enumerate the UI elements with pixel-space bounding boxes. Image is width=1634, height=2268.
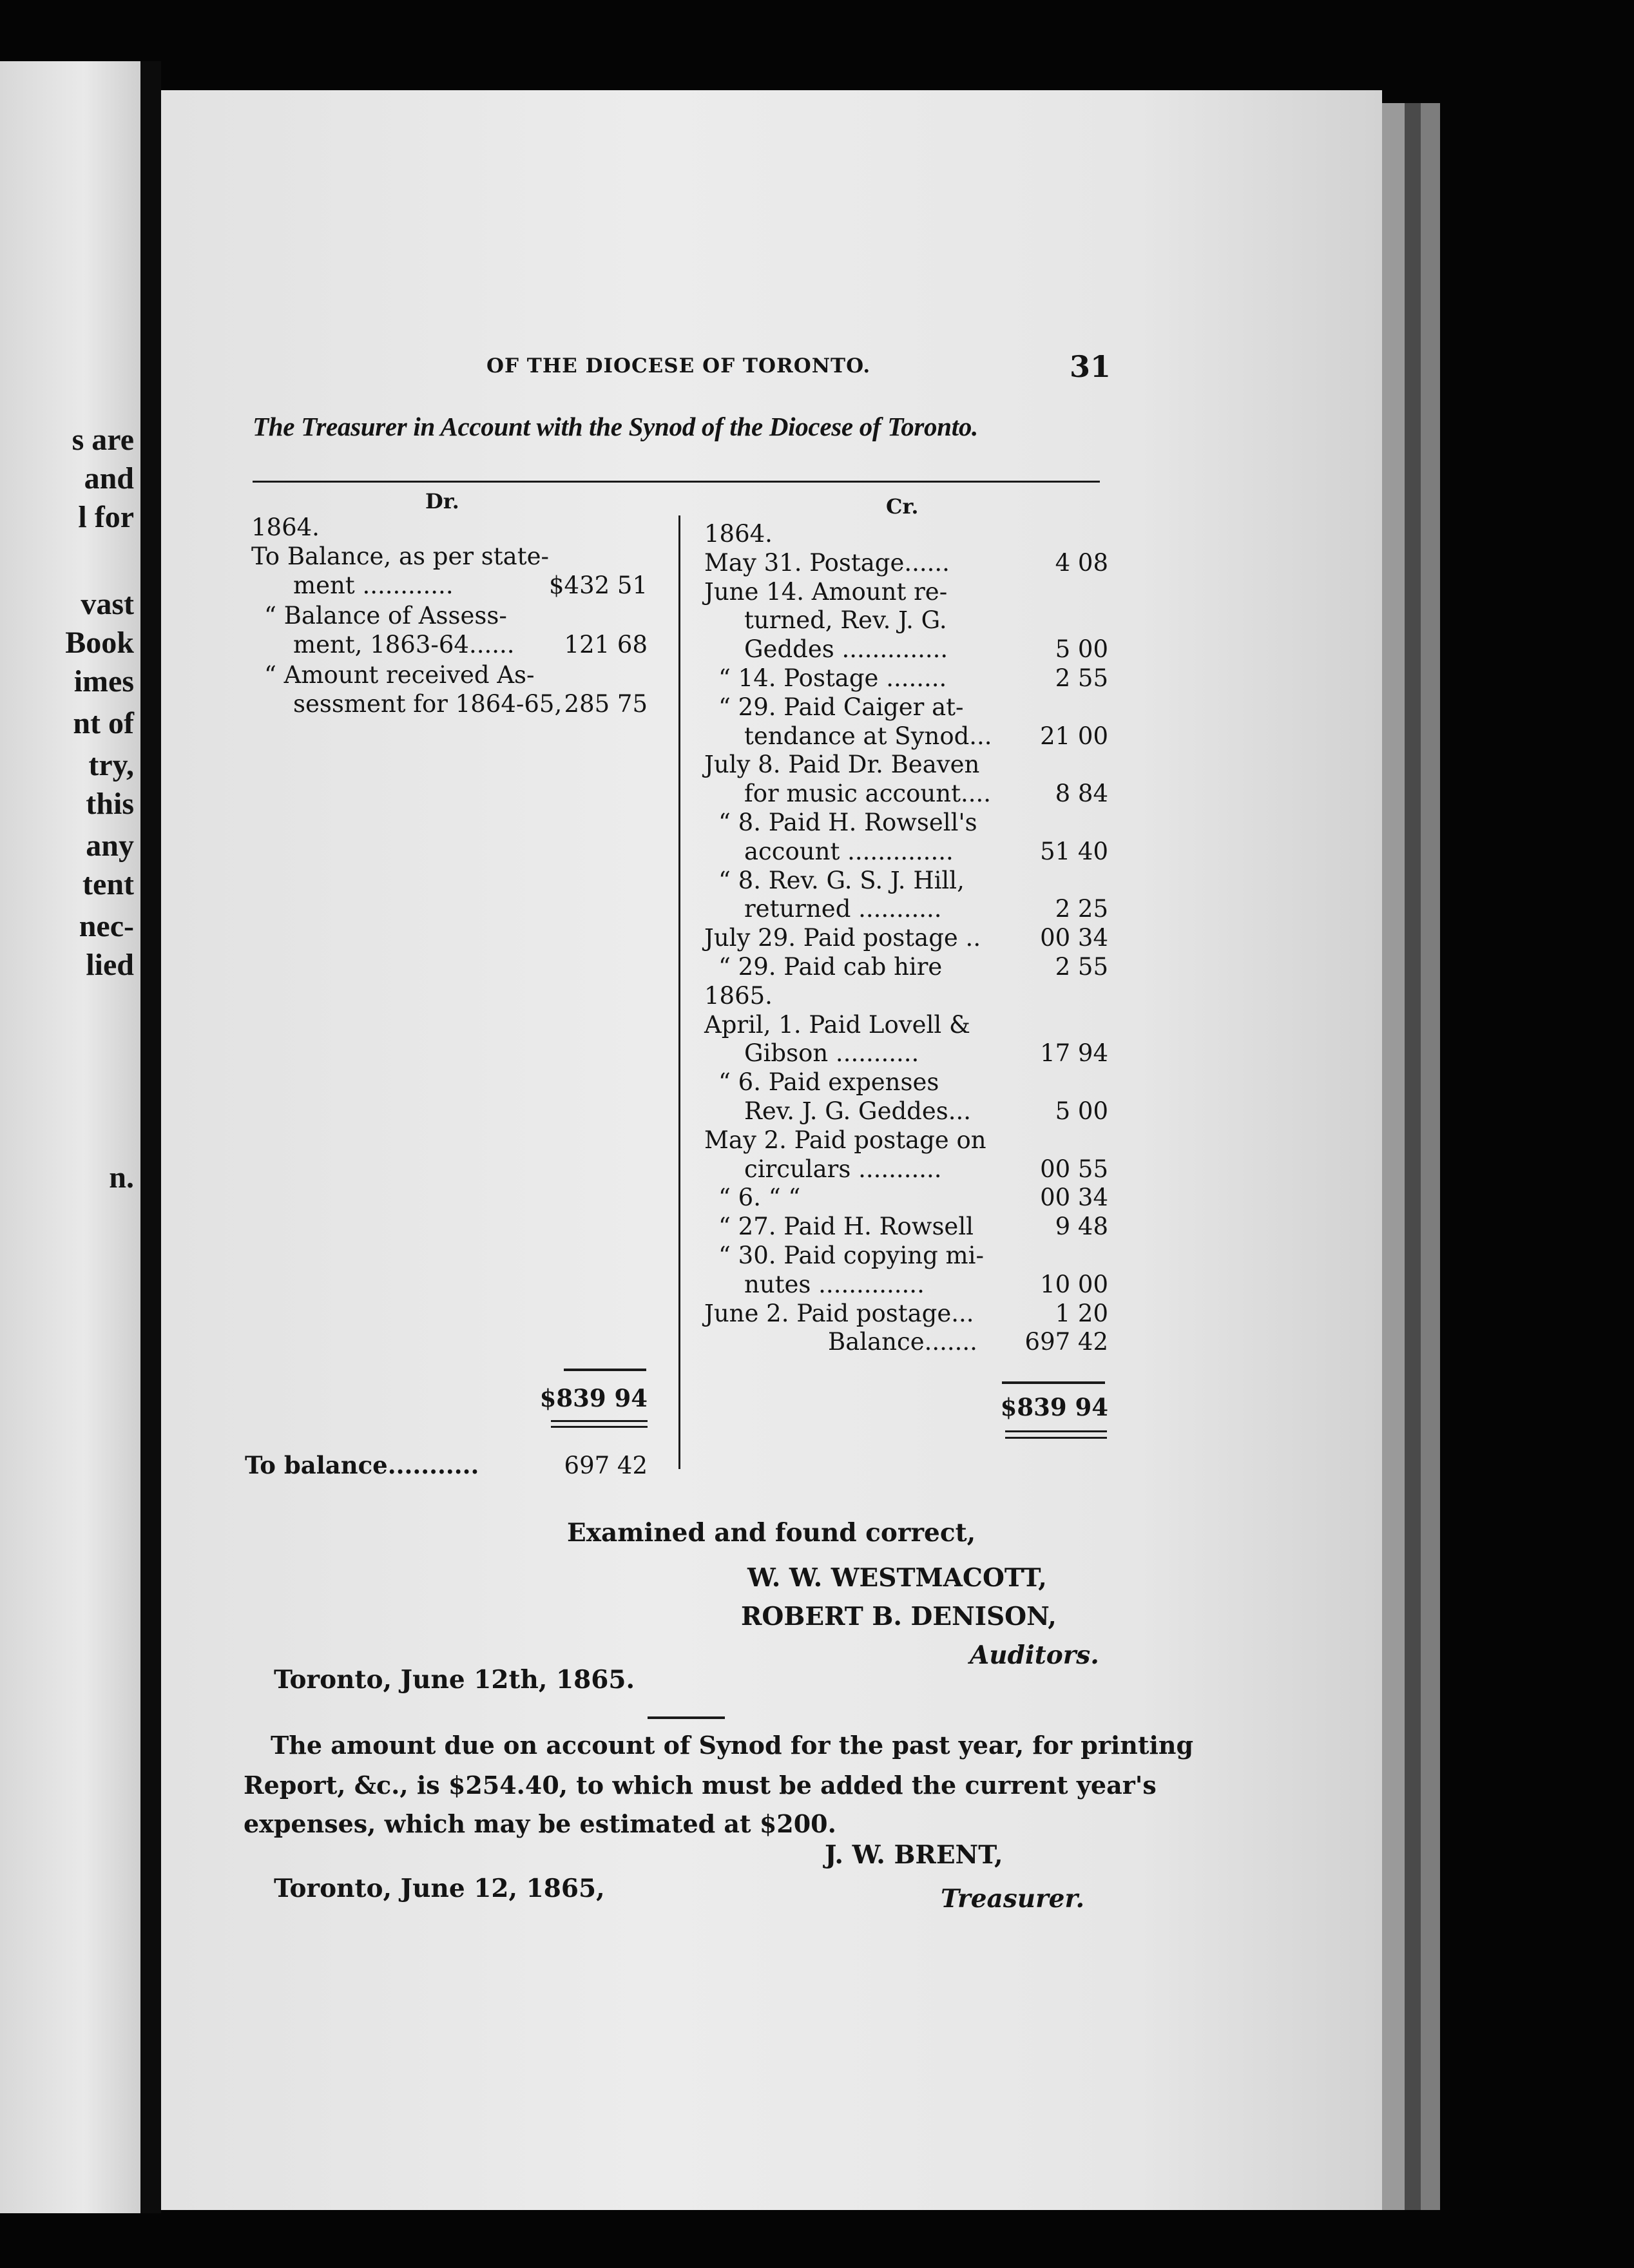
left-page-text-fragment: try,: [88, 748, 134, 782]
debit-entry-text: “ Balance of Assess-: [264, 602, 507, 629]
credit-entry-amount: 697 42: [1024, 1328, 1108, 1356]
running-title: OF THE DIOCESE OF TORONTO.: [486, 354, 871, 378]
auditor-name: ROBERT B. DENISON,: [741, 1602, 1057, 1631]
audit-place-date: Toronto, June 12th, 1865.: [274, 1665, 635, 1695]
debit-total-double-rule: [551, 1426, 648, 1428]
left-page-text-fragment: imes: [73, 664, 134, 698]
credit-entry-text: “ 6. “ “: [718, 1184, 801, 1211]
credit-entry-amount: 10 00: [1040, 1271, 1108, 1298]
credit-entry-amount: 00 55: [1040, 1155, 1108, 1183]
debit-entry-amount: 121 68: [564, 631, 648, 658]
carried-balance-amount: 697 42: [564, 1452, 648, 1479]
page-edge: [1405, 103, 1421, 2210]
credit-entry-text: Rev. J. G. Geddes...: [744, 1097, 972, 1125]
treasurer-name: J. W. BRENT,: [825, 1840, 1003, 1870]
credit-entry-text: for music account....: [744, 780, 991, 807]
credit-entry-text: nutes ..............: [744, 1271, 925, 1298]
credit-entry-text: 1865.: [704, 982, 773, 1010]
credit-entry-amount: 5 00: [1055, 1097, 1108, 1125]
credit-entry-text: “ 29. Paid cab hire: [718, 953, 943, 981]
debit-entry-amount: $432 51: [548, 572, 648, 599]
credit-entry-text: returned ...........: [744, 895, 942, 923]
column-divider: [678, 515, 680, 1469]
credit-entry-text: “ 27. Paid H. Rowsell: [718, 1213, 974, 1240]
auditor-name: W. W. WESTMACOTT,: [747, 1563, 1047, 1593]
left-page-text-fragment: tent: [82, 867, 134, 901]
debit-entry-text: ment, 1863-64......: [293, 631, 515, 658]
page-edge: [1421, 103, 1440, 2210]
header-rule: [253, 481, 1100, 483]
credit-entry-text: “ 6. Paid expenses: [718, 1068, 939, 1096]
left-page-text-fragment: Book: [65, 626, 134, 660]
credit-entry-text: Gibson ...........: [744, 1039, 919, 1067]
credit-entry-amount: 5 00: [1055, 635, 1108, 663]
left-page-text-fragment: this: [86, 787, 134, 821]
page-edge: [1382, 103, 1405, 2210]
credit-entry-text: July 29. Paid postage ..: [704, 924, 981, 952]
debit-total-rule: [564, 1369, 646, 1371]
credit-entry-text: June 2. Paid postage...: [704, 1300, 974, 1327]
credit-entry-text: 1864.: [704, 520, 773, 548]
credit-entry-amount: 00 34: [1040, 924, 1108, 952]
section-rule: [648, 1716, 725, 1719]
credit-entry-amount: 4 08: [1055, 549, 1108, 577]
debit-heading: Dr.: [425, 489, 459, 514]
credit-entry-text: April, 1. Paid Lovell &: [704, 1011, 970, 1039]
debit-total: $839 94: [539, 1384, 648, 1412]
credit-entry-amount: 17 94: [1040, 1039, 1108, 1067]
debit-entry-text: ment ............: [293, 572, 454, 599]
credit-entry-text: May 2. Paid postage on: [704, 1126, 986, 1154]
credit-entry-text: “ 29. Paid Caiger at-: [718, 693, 964, 721]
debit-year: 1864.: [251, 514, 320, 541]
credit-entry-text: tendance at Synod...: [744, 722, 992, 750]
credit-entry-text: turned, Rev. J. G.: [744, 606, 947, 634]
audit-statement: Examined and found correct,: [567, 1518, 976, 1548]
note-line: The amount due on account of Synod for the past year, for printing: [271, 1731, 1194, 1760]
left-page-text-fragment: nt of: [73, 706, 134, 740]
credit-total-double-rule: [1005, 1437, 1107, 1439]
credit-total-rule: [1002, 1381, 1105, 1384]
credit-heading: Cr.: [886, 494, 919, 519]
left-page-text-fragment: any: [86, 829, 134, 863]
debit-entry-text: To Balance, as per state-: [251, 543, 549, 570]
credit-entry-text: “ 30. Paid copying mi-: [718, 1242, 984, 1269]
note-line: expenses, which may be estimated at $200.: [244, 1809, 836, 1838]
left-facing-page: [0, 61, 140, 2213]
left-page-text-fragment: vast: [81, 587, 134, 621]
account-title: The Treasurer in Account with the Synod of the Diocese of Toronto.: [253, 412, 978, 441]
book-gutter: [140, 61, 161, 2213]
left-page-text-fragment: nec-: [79, 909, 134, 943]
credit-entry-text: July 8. Paid Dr. Beaven: [704, 751, 980, 778]
credit-total-double-rule: [1005, 1430, 1107, 1432]
credit-entry-text: circulars ...........: [744, 1155, 942, 1183]
credit-entry-amount: 2 55: [1055, 953, 1108, 981]
left-page-text-fragment: n.: [109, 1160, 134, 1195]
credit-entry-amount: 9 48: [1055, 1213, 1108, 1240]
credit-entry-text: “ 14. Postage ........: [718, 664, 947, 692]
credit-entry-amount: 1 20: [1055, 1300, 1108, 1327]
note-line: Report, &c., is $254.40, to which must be added the current year's: [244, 1771, 1157, 1800]
left-page-text-fragment: s are: [72, 423, 134, 457]
credit-entry-text: Geddes ..............: [744, 635, 948, 663]
credit-entry-text: Balance.......: [828, 1328, 977, 1356]
credit-entry-amount: 51 40: [1040, 838, 1108, 865]
credit-entry-text: May 31. Postage......: [704, 549, 950, 577]
left-page-text-fragment: and: [84, 461, 134, 495]
debit-entry-amount: 285 75: [564, 690, 648, 718]
debit-total-double-rule: [551, 1420, 648, 1422]
credit-entry-amount: 2 25: [1055, 895, 1108, 923]
carried-balance-label: To balance...........: [245, 1451, 479, 1479]
credit-entry-amount: 00 34: [1040, 1184, 1108, 1211]
treasurer-role: Treasurer.: [941, 1884, 1085, 1914]
credit-entry-amount: 8 84: [1055, 780, 1108, 807]
credit-entry-text: June 14. Amount re-: [704, 578, 948, 606]
debit-entry-text: sessment for 1864-65,: [293, 690, 562, 718]
credit-entry-text: account ..............: [744, 838, 954, 865]
credit-entry-text: “ 8. Rev. G. S. J. Hill,: [718, 867, 965, 894]
page-number: 31: [1070, 349, 1111, 384]
credit-entry-text: “ 8. Paid H. Rowsell's: [718, 809, 977, 836]
credit-entry-amount: 2 55: [1055, 664, 1108, 692]
note-place-date: Toronto, June 12, 1865,: [274, 1874, 605, 1903]
left-page-text-fragment: l for: [78, 500, 134, 534]
credit-entry-amount: 21 00: [1040, 722, 1108, 750]
credit-total: $839 94: [1000, 1393, 1108, 1421]
debit-entry-text: “ Amount received As-: [264, 661, 535, 689]
auditors-role: Auditors.: [970, 1640, 1099, 1670]
left-page-text-fragment: lied: [86, 948, 134, 982]
